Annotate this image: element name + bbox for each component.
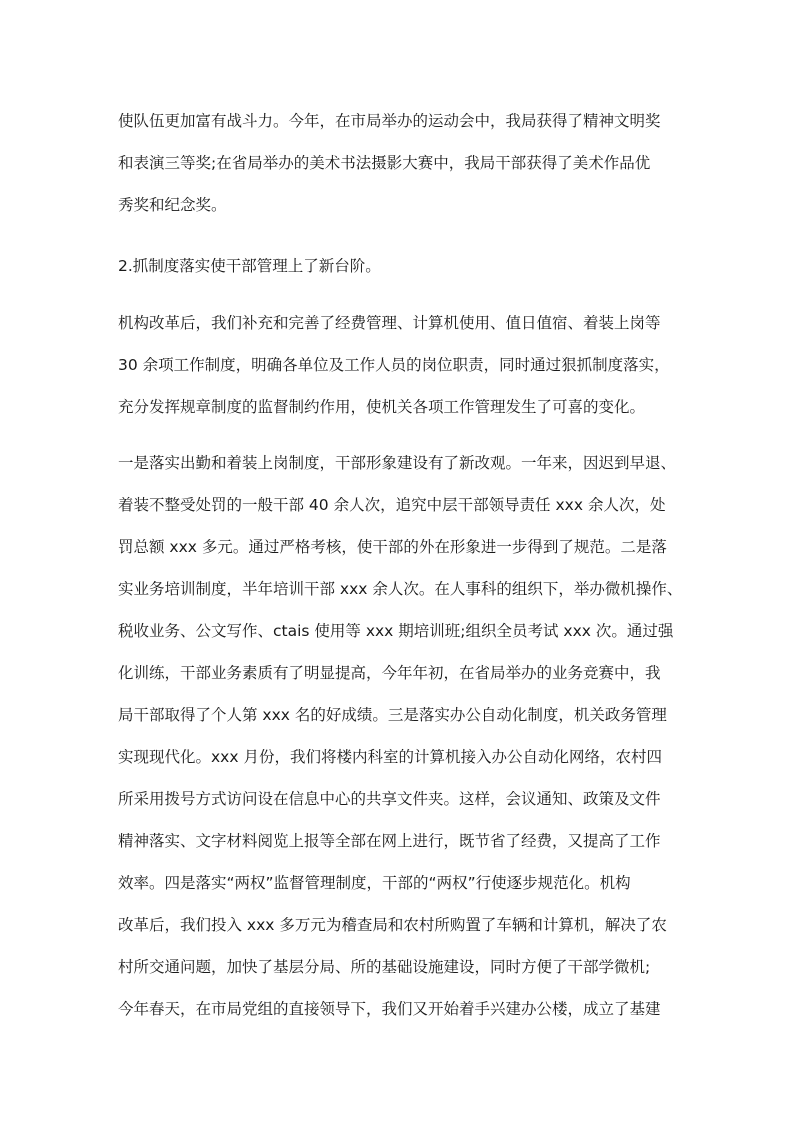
text-line: 使队伍更加富有战斗力。今年，在市局举办的运动会中，我局获得了精神文明奖: [118, 112, 661, 130]
text-line: 税收业务、公文写作、ctais 使用等 xxx 期培训班;组织全员考试 xxx 次。通过强: [118, 622, 674, 640]
text-line: 一是落实出勤和着装上岗制度，干部形象建设有了新改观。一年来，因迟到早退、: [118, 454, 677, 472]
text-line: 化训练，干部业务素质有了明显提高，今年年初，在省局举办的业务竞赛中，我: [118, 664, 661, 682]
text-line: 30 余项工作制度，明确各单位及工作人员的岗位职责，同时通过狠抓制度落实，: [118, 356, 670, 374]
text-line: 机构改革后，我们补充和完善了经费管理、计算机使用、值日值宿、着装上岗等: [118, 314, 661, 332]
text-line: 实现现代化。xxx 月份，我们将楼内科室的计算机接入办公自动化网络，农村四: [118, 748, 662, 766]
text-line: 实业务培训制度，半年培训干部 xxx 余人次。在人事科的组织下，举办微机操作、: [118, 580, 683, 598]
text-line: 着装不整受处罚的一般干部 40 余人次，追究中层干部领导责任 xxx 余人次，处: [118, 496, 666, 514]
text-line: 精神落实、文字材料阅览上报等全部在网上进行，既节省了经费，又提高了工作: [118, 832, 661, 850]
text-line: 和表演三等奖;在省局举办的美术书法摄影大赛中，我局干部获得了美术作品优: [118, 154, 651, 172]
text-line: 效率。四是落实“两权”监督管理制度，干部的“两权”行使逐步规范化。机构: [118, 874, 631, 892]
text-line: 局干部取得了个人第 xxx 名的好成绩。三是落实办公自动化制度，机关政务管理: [118, 706, 667, 724]
text-line: 改革后，我们投入 xxx 多万元为稽查局和农村所购置了车辆和计算机，解决了农: [118, 916, 667, 934]
text-line: 秀奖和纪念奖。: [118, 196, 227, 214]
heading-text: 2.抓制度落实使干部管理上了新台阶。: [118, 257, 381, 275]
text-line: 村所交通问题，加快了基层分局、所的基础设施建设，同时方便了干部学微机;: [118, 958, 651, 976]
text-line: 今年春天，在市局党组的直接领导下，我们又开始着手兴建办公楼，成立了基建: [118, 1000, 661, 1018]
text-line: 罚总额 xxx 多元。通过严格考核，使干部的外在形象进一步得到了规范。二是落: [118, 538, 667, 556]
text-line: 所采用拨号方式访问设在信息中心的共享文件夹。这样，会议通知、政策及文件: [118, 790, 661, 808]
text-line: 充分发挥规章制度的监督制约作用，使机关各项工作管理发生了可喜的变化。: [118, 398, 646, 416]
